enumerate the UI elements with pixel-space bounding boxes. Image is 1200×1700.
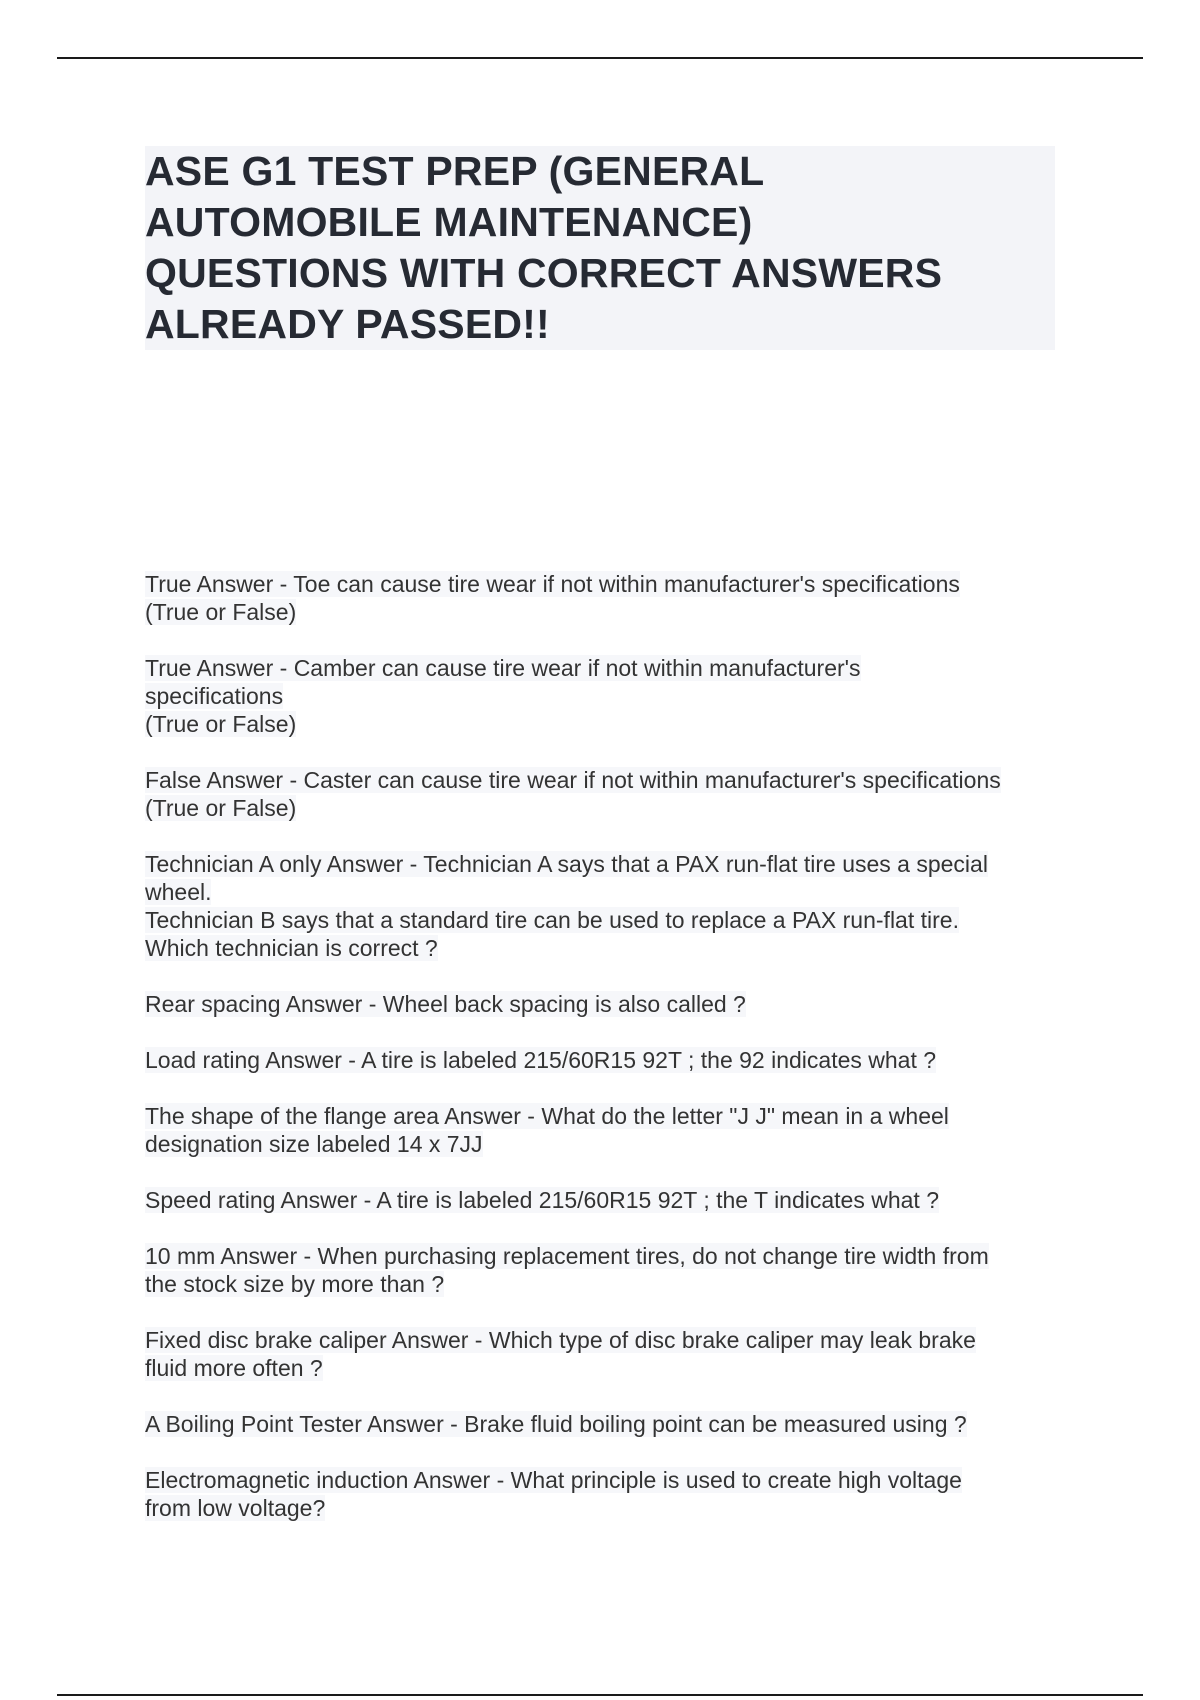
qa-item [145, 654, 1065, 738]
qa-line-text: Which technician is correct ? [145, 935, 438, 961]
qa-line-text: from low voltage? [145, 1495, 326, 1521]
qa-item [145, 1326, 1065, 1382]
qa-line [145, 682, 1065, 710]
qa-line-text: A Boiling Point Tester Answer - Brake fluid boiling point can be measured using ? [145, 1411, 967, 1437]
qa-line [145, 1466, 1065, 1494]
qa-line-text: The shape of the flange area Answer - What do the letter "J J" mean in a wheel [145, 1103, 949, 1129]
qa-line [145, 654, 1065, 682]
qa-line [145, 598, 1065, 626]
qa-line [145, 1242, 1065, 1270]
qa-line [145, 850, 1065, 878]
qa-line [145, 878, 1065, 906]
qa-line-text: Load rating Answer - A tire is labeled 215/60R15 92T ; the 92 indicates what ? [145, 1047, 937, 1073]
qa-line-text: (True or False) [145, 599, 297, 625]
qa-line-text: the stock size by more than ? [145, 1271, 445, 1297]
qa-line [145, 1494, 1065, 1522]
qa-line [145, 1186, 1065, 1214]
title-line: ASE G1 TEST PREP (GENERAL [145, 148, 765, 194]
qa-line-text: Electromagnetic induction Answer - What principle is used to create high voltage [145, 1467, 962, 1493]
qa-item [145, 850, 1065, 962]
qa-line [145, 1102, 1065, 1130]
qa-line [145, 794, 1065, 822]
qa-line-text: 10 mm Answer - When purchasing replacement tires, do not change tire width from [145, 1243, 989, 1269]
document-title [145, 146, 1055, 350]
qa-line [145, 766, 1065, 794]
qa-line [145, 1046, 1065, 1074]
bottom-rule [57, 1694, 1143, 1696]
title-line: QUESTIONS WITH CORRECT ANSWERS [145, 250, 943, 296]
qa-line [145, 1270, 1065, 1298]
qa-line [145, 990, 1065, 1018]
qa-line-text: Technician A only Answer - Technician A says that a PAX run-flat tire uses a special [145, 851, 988, 877]
qa-line [145, 1410, 1065, 1438]
qa-line [145, 710, 1065, 738]
qa-line [145, 1354, 1065, 1382]
qa-item [145, 1046, 1065, 1074]
qa-line-text: wheel. [145, 879, 212, 905]
qa-line-text: (True or False) [145, 711, 297, 737]
qa-line-text: True Answer - Toe can cause tire wear if not within manufacturer's specifications [145, 571, 960, 597]
qa-item [145, 1242, 1065, 1298]
qa-line [145, 934, 1065, 962]
qa-item [145, 570, 1065, 626]
qa-line-text: Rear spacing Answer - Wheel back spacing is also called ? [145, 991, 746, 1017]
qa-line [145, 906, 1065, 934]
top-rule [57, 57, 1143, 59]
qa-line-text: Fixed disc brake caliper Answer - Which type of disc brake caliper may leak brake [145, 1327, 976, 1353]
qa-line [145, 570, 1065, 598]
qa-line-text: designation size labeled 14 x 7JJ [145, 1131, 483, 1157]
title-line: AUTOMOBILE MAINTENANCE) [145, 199, 753, 245]
qa-line-text: False Answer - Caster can cause tire wear if not within manufacturer's specifications [145, 767, 1001, 793]
qa-item [145, 1410, 1065, 1438]
question-answer-list [145, 570, 1065, 1550]
qa-line-text: Technician B says that a standard tire can be used to replace a PAX run-flat tire. [145, 907, 959, 933]
qa-line [145, 1326, 1065, 1354]
qa-line [145, 1130, 1065, 1158]
title-block [145, 146, 1055, 350]
qa-item [145, 766, 1065, 822]
qa-item [145, 1186, 1065, 1214]
qa-line-text: Speed rating Answer - A tire is labeled 215/60R15 92T ; the T indicates what ? [145, 1187, 940, 1213]
qa-line-text: specifications [145, 683, 284, 709]
qa-item [145, 1102, 1065, 1158]
title-line: ALREADY PASSED!! [145, 301, 550, 347]
qa-line-text: fluid more often ? [145, 1355, 323, 1381]
qa-item [145, 990, 1065, 1018]
qa-line-text: True Answer - Camber can cause tire wear if not within manufacturer's [145, 655, 861, 681]
qa-item [145, 1466, 1065, 1522]
qa-line-text: (True or False) [145, 795, 297, 821]
